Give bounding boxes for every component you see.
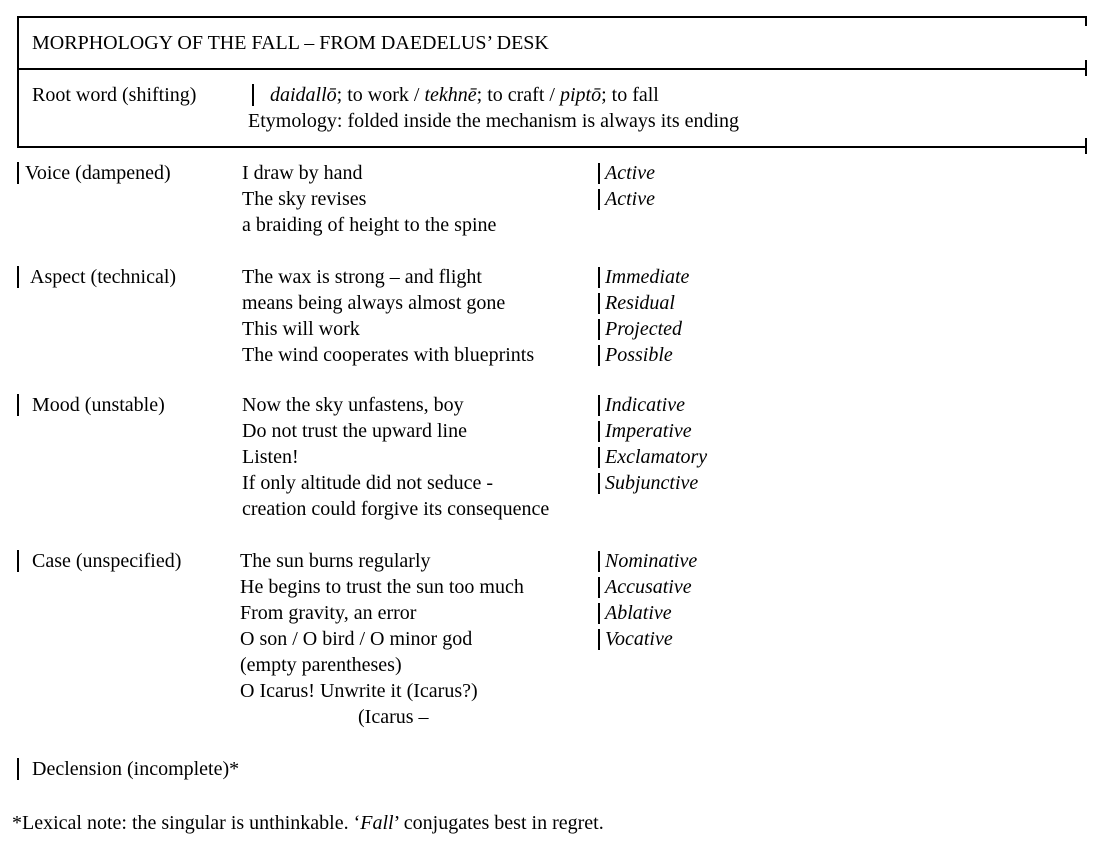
case-tag: Ablative xyxy=(605,602,672,624)
mood-line: If only altitude did not seduce - xyxy=(242,472,494,494)
aspect-tag: Residual xyxy=(605,292,675,314)
mood-tag-divider xyxy=(598,421,600,442)
case-line: O Icarus! Unwrite it (Icarus?) xyxy=(240,680,478,702)
case-label: Case (unspecified) xyxy=(32,550,182,572)
aspect-line: This will work xyxy=(242,318,360,340)
rule-title-right-cap xyxy=(1085,60,1087,76)
lexical-note xyxy=(12,810,604,836)
case-tag-divider xyxy=(598,551,600,572)
note-before: *Lexical note: the singular is unthinkable. ‘ xyxy=(12,812,361,834)
aspect-label: Aspect (technical) xyxy=(30,266,177,288)
mood-line: Do not trust the upward line xyxy=(242,420,467,442)
case-tag: Nominative xyxy=(605,550,698,572)
note-after: ’ conjugates best in regret. xyxy=(393,812,604,834)
declension-divider xyxy=(17,758,19,780)
mood-line: Listen! xyxy=(242,446,299,468)
mood-tag: Indicative xyxy=(605,394,685,416)
root-meaning xyxy=(270,82,659,108)
mood-tag-divider xyxy=(598,473,600,494)
mood-divider xyxy=(17,394,19,416)
case-divider xyxy=(17,550,19,572)
aspect-tag: Projected xyxy=(605,318,683,340)
voice-line: a braiding of height to the spine xyxy=(242,214,497,236)
root-segment: daidallō xyxy=(270,84,337,106)
root-divider xyxy=(252,84,254,106)
case-tag-divider xyxy=(598,629,600,650)
voice-divider xyxy=(17,162,19,184)
mood-label: Mood (unstable) xyxy=(32,394,165,416)
aspect-tag-divider xyxy=(598,345,600,366)
voice-label: Voice (dampened) xyxy=(25,162,171,184)
voice-tag-divider xyxy=(598,163,600,184)
root-label: Root word (shifting) xyxy=(32,84,197,106)
case-tag: Vocative xyxy=(605,628,673,650)
case-line: (Icarus – xyxy=(358,706,429,728)
root-segment: ; to work / xyxy=(336,84,425,106)
voice-line: I draw by hand xyxy=(242,162,363,184)
mood-line: Now the sky unfastens, boy xyxy=(242,394,464,416)
case-tag: Accusative xyxy=(605,576,692,598)
mood-tag: Exclamatory xyxy=(605,446,708,468)
aspect-line: means being always almost gone xyxy=(242,292,506,314)
aspect-tag-divider xyxy=(598,267,600,288)
case-tag-divider xyxy=(598,577,600,598)
root-etymology: Etymology: folded inside the mechanism is always its ending xyxy=(248,110,740,132)
case-line: He begins to trust the sun too much xyxy=(240,576,524,598)
case-tag-divider xyxy=(598,603,600,624)
rule-after-root xyxy=(17,146,1087,148)
page-title: MORPHOLOGY OF THE FALL – FROM DAEDELUS’ DESK xyxy=(32,32,549,54)
voice-tag-divider xyxy=(598,189,600,210)
case-line: From gravity, an error xyxy=(240,602,417,624)
voice-line: The sky revises xyxy=(242,188,367,210)
declension-label: Declension (incomplete)* xyxy=(32,758,240,780)
aspect-tag-divider xyxy=(598,293,600,314)
root-segment: tekhnē xyxy=(424,84,477,106)
mood-line: creation could forgive its consequence xyxy=(242,498,550,520)
rule-top xyxy=(17,16,1087,18)
aspect-line: The wind cooperates with blueprints xyxy=(242,344,535,366)
aspect-tag: Possible xyxy=(605,344,673,366)
voice-tag: Active xyxy=(605,162,655,184)
case-line: The sun burns regularly xyxy=(240,550,431,572)
aspect-tag: Immediate xyxy=(605,266,690,288)
note-word: Fall xyxy=(360,812,394,834)
root-segment: ; to fall xyxy=(601,84,659,106)
rule-top-right-cap xyxy=(1085,16,1087,26)
aspect-tag-divider xyxy=(598,319,600,340)
rule-root-right-cap xyxy=(1085,138,1087,154)
mood-tag: Imperative xyxy=(605,420,692,442)
mood-tag-divider xyxy=(598,447,600,468)
mood-tag: Subjunctive xyxy=(605,472,699,494)
case-line: (empty parentheses) xyxy=(240,654,402,676)
voice-tag: Active xyxy=(605,188,655,210)
rule-after-title xyxy=(17,68,1087,70)
case-line: O son / O bird / O minor god xyxy=(240,628,473,650)
aspect-line: The wax is strong – and flight xyxy=(242,266,482,288)
aspect-divider xyxy=(17,266,19,288)
mood-tag-divider xyxy=(598,395,600,416)
root-segment: piptō xyxy=(559,84,602,106)
root-segment: ; to craft / xyxy=(476,84,560,106)
frame-left-edge xyxy=(17,16,19,148)
